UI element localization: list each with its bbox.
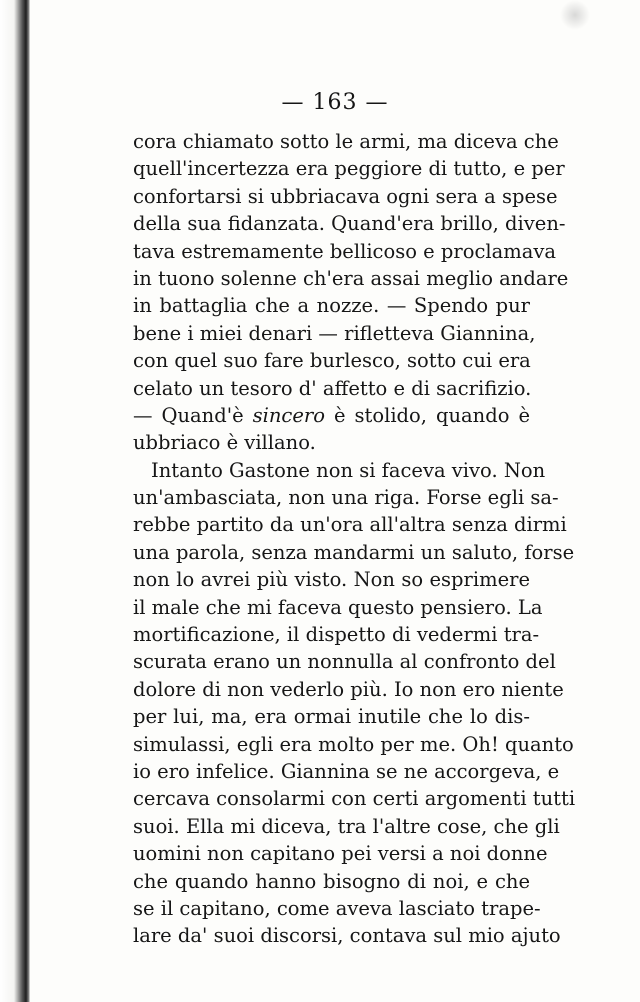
- text-line-italic-word: — Quand'è sincero è stolido, quando è: [133, 403, 530, 427]
- text-line: rebbe partito da un'ora all'altra senza dirmi: [133, 513, 567, 537]
- text-line: cora chiamato sotto le armi, ma diceva che: [133, 130, 559, 153]
- text-line: per lui, ma, era ormai inutile che lo dis-: [133, 705, 530, 729]
- text-line: lare da' suoi discorsi, contava sul mio ajuto: [133, 924, 561, 948]
- paragraph-start-line: Intanto Gastone non si faceva vivo. Non: [151, 458, 546, 482]
- page-number: — 163 —: [281, 90, 389, 115]
- book-spine-shadow: [0, 0, 30, 1002]
- text-line: non lo avrei più visto. Non so esprimere: [133, 568, 530, 592]
- text-line: con quel suo fare burlesco, sotto cui era: [133, 349, 531, 373]
- text-line: dolore di non vederlo più. Io non ero niente: [133, 677, 564, 701]
- text-line: confortarsi si ubbriacava ogni sera a spese: [133, 184, 558, 208]
- italic-word: sincero: [252, 403, 325, 427]
- text-line: che quando hanno bisogno di noi, e che: [133, 869, 530, 893]
- text-line: tava estremamente bellicoso e proclamava: [133, 239, 556, 263]
- paper-smudge: [560, 0, 590, 30]
- text-line: mortificazione, il dispetto di vedermi tra-: [133, 623, 540, 647]
- text-line: bene i miei denari — rifletteva Giannina,: [133, 321, 536, 345]
- body-text: [133, 128, 576, 950]
- text-line: suoi. Ella mi diceva, tra l'altre cose, che gli: [133, 814, 560, 838]
- text-line: io ero infelice. Giannina se ne accorgeva, e: [133, 759, 560, 783]
- text-line: il male che mi faceva questo pensiero. La: [133, 595, 543, 619]
- text-line: un'ambasciata, non una riga. Forse egli sa-: [133, 486, 559, 510]
- text-line: cercava consolarmi con certi argomenti tutti: [133, 787, 576, 811]
- text-line: se il capitano, come aveva lasciato trape-: [133, 896, 541, 920]
- text-line: simulassi, egli era molto per me. Oh! quanto: [133, 732, 574, 756]
- text-line: ubbriaco è villano.: [133, 431, 316, 455]
- text-line: uomini non capitano pei versi a noi donne: [133, 842, 548, 866]
- text-line: in tuono solenne ch'era assai meglio andare: [133, 266, 569, 290]
- text-line: celato un tesoro d' affetto e di sacrifizio.: [133, 376, 532, 400]
- text-line: una parola, senza mandarmi un saluto, forse: [133, 540, 575, 564]
- text-line: scurata erano un nonnulla al confronto del: [133, 650, 556, 674]
- text-line: quell'incertezza era peggiore di tutto, e per: [133, 157, 565, 181]
- text-line: in battaglia che a nozze. — Spendo pur: [133, 294, 530, 318]
- text-line: della sua fidanzata. Quand'era brillo, diven-: [133, 212, 566, 236]
